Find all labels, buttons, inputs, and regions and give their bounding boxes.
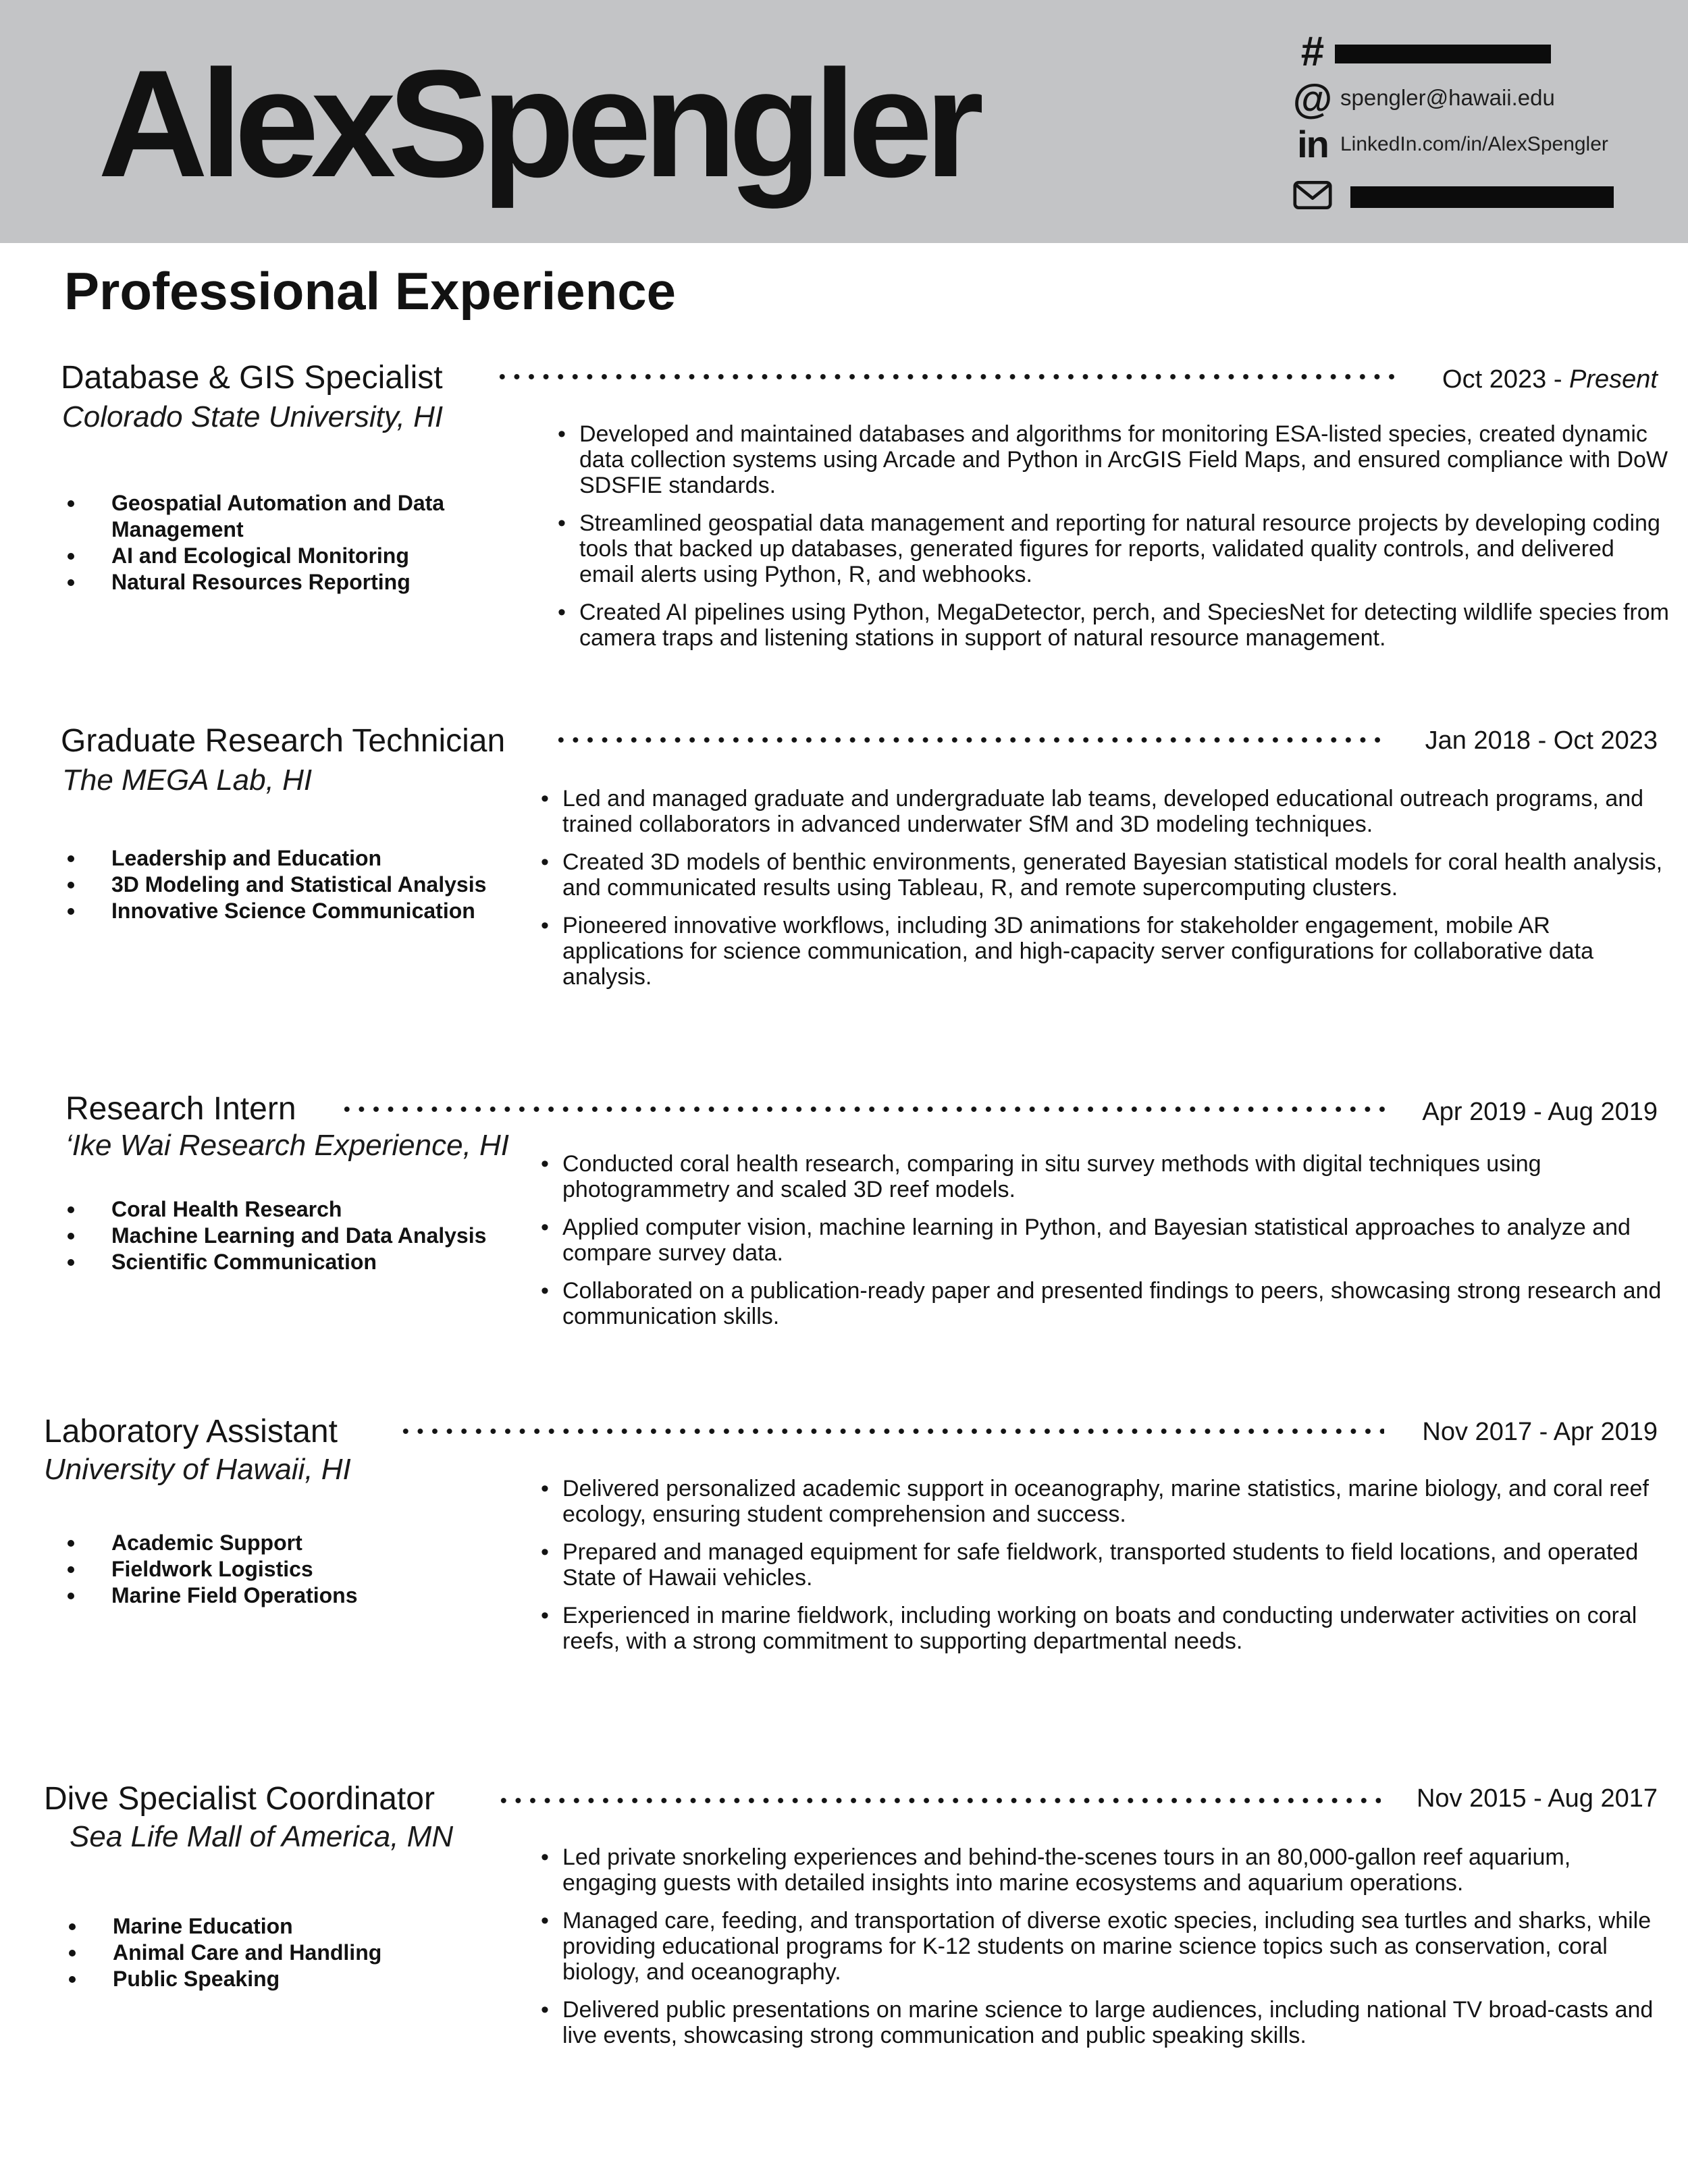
- job-organization: Colorado State University, HI: [62, 400, 444, 433]
- skills-list: [64, 1530, 517, 1609]
- duty-item: • Led private snorkeling experiences and behind-the-scenes tours in an 80,000-gallon reef aquarium, engaging guests with detailed insights into marine ecosystems and aquarium operations.: [537, 1844, 1671, 1896]
- dot-leader: [495, 372, 1400, 381]
- duty-item: • Streamlined geospatial data management and reporting for natural resource projects by developing coding tools that backed up databases, generated figures for reports, validated quality controls, and delivered email alerts using Python, R, and webhooks.: [554, 510, 1674, 587]
- duties-list: [537, 1151, 1671, 1341]
- skill-item: Leadership and Education: [64, 845, 517, 872]
- hash-icon: #: [1300, 28, 1325, 75]
- mail-icon: [1293, 176, 1332, 215]
- duty-item: • Conducted coral health research, comparing in situ survey methods with digital techniques using photogrammetry and scaled 3D reef models.: [537, 1151, 1671, 1202]
- email-text[interactable]: spengler@hawaii.edu: [1340, 85, 1555, 110]
- job-dates: Jan 2018 - Oct 2023: [1425, 726, 1658, 755]
- job-title: Graduate Research Technician: [61, 723, 506, 759]
- dot-leader: [340, 1104, 1393, 1114]
- duty-item: • Prepared and managed equipment for safe fieldwork, transported students to field locations, and operated State of Hawaii vehicles.: [537, 1539, 1671, 1591]
- job-title: Research Intern: [65, 1091, 296, 1127]
- duty-item: • Developed and maintained databases and algorithms for monitoring ESA-listed species, created dynamic data collection systems using Arcade and Python in ArcGIS Field Maps, and ensured compliance with DoW SDSFIE standards.: [554, 421, 1674, 498]
- job-organization: The MEGA Lab, HI: [62, 764, 313, 797]
- skill-item: Public Speaking: [65, 1966, 518, 1992]
- duty-item: • Delivered public presentations on marine science to large audiences, including national TV broad-casts and live events, showcasing strong communication and public speaking skills.: [537, 1997, 1671, 2048]
- job-dates: Oct 2023 - Present: [1442, 365, 1658, 394]
- skills-list: [64, 845, 517, 924]
- dot-leader: [496, 1796, 1381, 1805]
- dot-leader: [554, 735, 1384, 745]
- linkedin-text[interactable]: LinkedIn.com/in/AlexSpengler: [1340, 133, 1608, 155]
- duties-list: [537, 1476, 1671, 1666]
- skill-item: Scientific Communication: [64, 1249, 517, 1275]
- skill-item: Fieldwork Logistics: [64, 1556, 517, 1582]
- job-title: Database & GIS Specialist: [61, 360, 443, 396]
- skills-list: [64, 490, 517, 595]
- redacted-address: [1350, 186, 1614, 208]
- skill-item: Coral Health Research: [64, 1196, 517, 1223]
- duty-item: • Created 3D models of benthic environments, generated Bayesian statistical models for coral health analysis, and communicated results using Tableau, R, and remote supercomputing clusters.: [537, 849, 1671, 901]
- duties-list: [554, 421, 1674, 663]
- skill-item: Natural Resources Reporting: [64, 569, 517, 595]
- skills-list: [65, 1913, 518, 1992]
- skill-item: AI and Ecological Monitoring: [64, 543, 517, 569]
- skill-item: Marine Education: [65, 1913, 518, 1940]
- skills-list: [64, 1196, 517, 1275]
- skill-item: 3D Modeling and Statistical Analysis: [64, 872, 517, 898]
- skill-item: Marine Field Operations: [64, 1582, 517, 1609]
- job-organization: Sea Life Mall of America, MN: [70, 1820, 454, 1853]
- dot-leader: [398, 1427, 1384, 1436]
- job-dates: Nov 2015 - Aug 2017: [1416, 1784, 1658, 1813]
- duty-item: • Delivered personalized academic support in oceanography, marine statistics, marine biology, and coral reef ecology, ensuring student comprehension and success.: [537, 1476, 1671, 1527]
- redacted-phone: [1335, 45, 1551, 63]
- job-organization: ‘Ike Wai Research Experience, HI: [65, 1129, 510, 1162]
- duty-item: • Pioneered innovative workflows, including 3D animations for stakeholder engagement, mobile AR applications for science communication, and high-capacity server configurations for collaborative data analysis.: [537, 913, 1671, 990]
- duty-item: • Applied computer vision, machine learning in Python, and Bayesian statistical approaches to analyze and compare survey data.: [537, 1215, 1671, 1266]
- duty-item: • Experienced in marine fieldwork, including working on boats and conducting underwater activities on coral reefs, with a strong commitment to supporting departmental needs.: [537, 1603, 1671, 1654]
- duty-item: • Managed care, feeding, and transportation of diverse exotic species, including sea turtles and sharks, while providing educational programs for K-12 students on marine science topics such as conservation, coral biology, and oceanography.: [537, 1908, 1671, 1985]
- skill-item: Geospatial Automation and Data Management: [64, 490, 517, 543]
- job-title: Dive Specialist Coordinator: [44, 1781, 435, 1817]
- duty-item: • Created AI pipelines using Python, MegaDetector, perch, and SpeciesNet for detecting wildlife species from camera traps and listening stations in support of natural resource management.: [554, 600, 1674, 651]
- duties-list: [537, 1844, 1671, 2060]
- skill-item: Animal Care and Handling: [65, 1940, 518, 1966]
- skill-item: Academic Support: [64, 1530, 517, 1556]
- skill-item: Innovative Science Communication: [64, 898, 517, 924]
- candidate-name: AlexSpengler: [98, 38, 976, 209]
- job-title: Laboratory Assistant: [44, 1414, 338, 1449]
- job-dates: Apr 2019 - Aug 2019: [1422, 1098, 1658, 1126]
- job-dates: Nov 2017 - Apr 2019: [1422, 1418, 1658, 1446]
- section-title: Professional Experience: [64, 261, 677, 321]
- at-icon: @: [1292, 76, 1333, 122]
- skill-item: Machine Learning and Data Analysis: [64, 1223, 517, 1249]
- duty-item: • Collaborated on a publication-ready paper and presented findings to peers, showcasing strong research and communication skills.: [537, 1278, 1671, 1329]
- duty-item: • Led and managed graduate and undergraduate lab teams, developed educational outreach programs, and trained collaborators in advanced underwater SfM and 3D modeling techniques.: [537, 786, 1671, 837]
- duties-list: [537, 786, 1671, 1002]
- job-organization: University of Hawaii, HI: [44, 1453, 351, 1486]
- linkedin-icon: in: [1297, 123, 1328, 165]
